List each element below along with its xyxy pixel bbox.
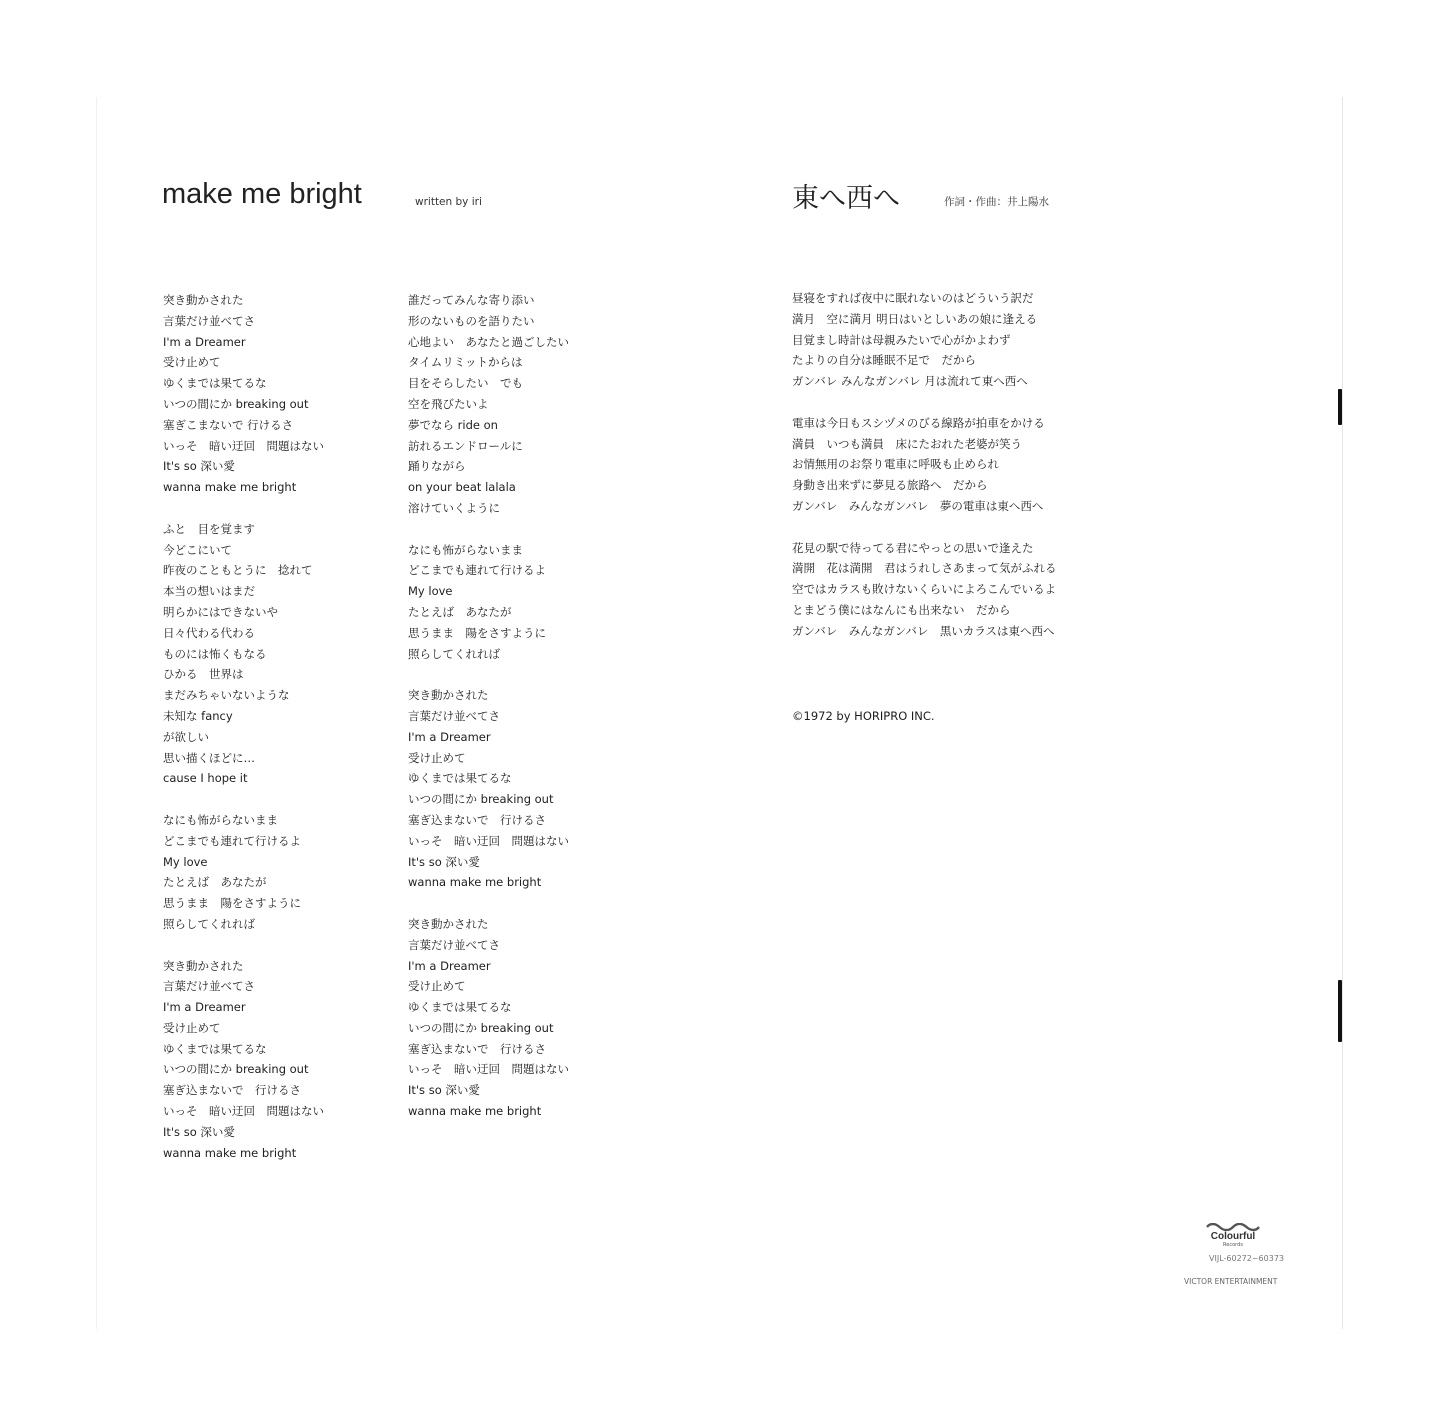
lyric-line: ゆくまでは果てるな [163, 376, 267, 391]
lyric-line: お情無用のお祭り電車に呼吸も止められ [792, 457, 999, 472]
lyric-line: 思い描くほどに… [163, 750, 255, 765]
lyric-line: 未知な fancy [163, 708, 233, 723]
lyric-line: たよりの自分は睡眠不足で だから [792, 353, 976, 368]
lyrics-column-2 [408, 290, 569, 1122]
binding-mark-bottom [1338, 980, 1342, 1042]
lyric-line: 塞ぎ込まないで 行けるさ [408, 1041, 546, 1056]
lyric-line: まだみちゃいないような [163, 688, 290, 703]
stanza-gap [163, 789, 324, 810]
lyric-line: いっそ 暗い迂回 問題はない [408, 1062, 569, 1077]
lyric-line: 誰だってみんな寄り添い [408, 293, 535, 307]
lyric-line: 満開 花は満開 君はうれしさあまって気がふれる [792, 561, 1057, 576]
lyric-line: It's so 深い愛 [163, 1124, 235, 1139]
lyric-line: It's so 深い愛 [408, 854, 480, 869]
stanza-gap [408, 893, 569, 914]
lyric-line: いつの間にか breaking out [163, 1062, 309, 1077]
copyright-notice: ©1972 by HORIPRO INC. [792, 709, 935, 723]
lyric-line: いつの間にか breaking out [408, 1020, 554, 1035]
lyric-line: 塞ぎ込まないで 行けるさ [163, 1083, 301, 1098]
song-title-make-me-bright: make me bright [162, 178, 362, 210]
lyric-line: 思うまま 陽をさすように [163, 896, 301, 911]
lyric-line: 目覚まし時計は母親みたいで心がかよわず [792, 332, 1011, 347]
song-credit-inoue-yosui: 作詞・作曲：井上陽水 [944, 196, 1049, 208]
lyric-line: 明らかにはできないや [163, 604, 278, 619]
lyric-line: 照らしてくれれば [163, 916, 255, 931]
lyric-line: 溶けていくように [408, 500, 500, 515]
song-credit-iri: written by iri [415, 196, 482, 208]
lyric-line: I'm a Dreamer [163, 334, 246, 349]
lyric-line: I'm a Dreamer [163, 1000, 246, 1015]
lyric-line: ガンバレ みんなガンバレ 夢の電車は東へ西へ [792, 498, 1044, 513]
lyric-line: wanna make me bright [408, 1104, 542, 1119]
lyric-line: いっそ 暗い迂回 問題はない [163, 1104, 324, 1119]
lyric-line: なにも怖がらないまま [163, 812, 278, 827]
lyric-line: 受け止めて [408, 979, 466, 994]
lyrics-column-3 [792, 288, 1057, 642]
lyric-line: 突き動かされた [163, 293, 244, 307]
lyric-line: ガンバレ みんなガンバレ 黒いカラスは東へ西へ [792, 623, 1055, 638]
lyric-line: It's so 深い愛 [163, 459, 235, 474]
lyric-line: たとえば あなたが [163, 875, 267, 890]
lyric-line: 言葉だけ並べてさ [163, 313, 255, 328]
lyric-line: 言葉だけ並べてさ [163, 979, 255, 994]
lyric-line: どこまでも連れて行けるよ [163, 833, 301, 848]
lyric-line: It's so 深い愛 [408, 1083, 480, 1098]
lyric-line: 身動き出来ずに夢見る旅路へ だから [792, 478, 988, 493]
lyric-line: 訪れるエンドロールに [408, 438, 523, 453]
lyric-line: どこまでも連れて行けるよ [408, 563, 546, 578]
lyric-line: wanna make me bright [163, 1145, 297, 1160]
colourful-records-logo [1206, 1223, 1260, 1248]
lyric-line: I'm a Dreamer [408, 729, 491, 744]
lyric-line: ゆくまでは果てるな [163, 1041, 267, 1056]
stanza-gap [408, 664, 569, 685]
stanza-gap [408, 519, 569, 540]
catalog-number: VIJL-60272~60373 [1209, 1254, 1284, 1263]
lyric-line: いっそ 暗い迂回 問題はない [163, 438, 324, 453]
stanza-gap [163, 498, 324, 519]
lyric-line: 塞ぎこまないで 行けるさ [163, 417, 294, 432]
lyric-line: 日々代わる代わる [163, 625, 255, 640]
lyric-line: 本当の想いはまだ [163, 584, 255, 599]
lyric-line: 言葉だけ並べてさ [408, 708, 500, 723]
lyric-line: 昨夜のこともとうに 捻れて [163, 563, 313, 578]
lyric-line: ゆくまでは果てるな [408, 1000, 512, 1015]
lyric-line: wanna make me bright [408, 875, 542, 890]
lyric-line: 今どこにいて [163, 542, 232, 557]
lyric-line: 心地よい あなたと過ごしたい [408, 334, 569, 349]
lyric-line: とまどう僕にはなんにも出来ない だから [792, 602, 1011, 617]
lyric-line: タイムリミットからは [408, 355, 523, 370]
stanza-gap [163, 935, 324, 956]
logo-wordmark: Colourful [1210, 1231, 1256, 1242]
wave-icon [1206, 1223, 1260, 1231]
lyric-line: 受け止めて [163, 1020, 221, 1035]
lyric-line: cause I hope it [163, 771, 248, 786]
lyric-line: 思うまま 陽をさすように [408, 625, 546, 640]
lyric-line: 昼寝をすれば夜中に眠れないのはどういう訳だ [792, 291, 1034, 305]
song-title-higashi-e-nishi-e: 東へ西へ [792, 183, 900, 214]
lyric-line: I'm a Dreamer [408, 958, 491, 973]
lyric-line: 夢でなら ride on [408, 417, 498, 432]
lyric-line: 突き動かされた [408, 916, 489, 931]
lyric-line: たとえば あなたが [408, 604, 512, 619]
lyric-line: on your beat lalala [408, 480, 516, 495]
lyric-line: ふと 目を覚ます [163, 521, 255, 536]
lyric-line: いっそ 暗い迂回 問題はない [408, 833, 569, 848]
lyric-line: 満員 いつも満員 床にたおれた老婆が笑う [792, 436, 1022, 451]
lyric-line: 突き動かされた [163, 958, 244, 973]
lyric-line: wanna make me bright [163, 480, 297, 495]
lyric-line: ひかる 世界は [163, 667, 244, 682]
lyric-line: 塞ぎ込まないで 行けるさ [408, 812, 546, 827]
lyric-line: ガンバレ みんなガンバレ 月は流れて東へ西へ [792, 374, 1028, 389]
logo-subtext: Records [1223, 1242, 1243, 1248]
lyric-line: 空ではカラスも敗けないくらいによろこんでいるよ [792, 582, 1057, 597]
stanza-gap [792, 392, 1057, 413]
lyric-line: が欲しい [163, 729, 209, 744]
lyric-line: 形のないものを語りたい [408, 313, 535, 328]
lyric-line: ゆくまでは果てるな [408, 771, 512, 786]
lyric-line: いつの間にか breaking out [163, 396, 309, 411]
lyric-line: 言葉だけ並べてさ [408, 937, 500, 952]
lyric-line: 受け止めて [163, 355, 221, 370]
lyrics-column-1 [163, 290, 324, 1163]
lyric-line: 突き動かされた [408, 688, 489, 703]
lyric-line: 照らしてくれれば [408, 646, 500, 661]
binding-mark-top [1338, 389, 1342, 425]
lyric-line: 受け止めて [408, 750, 466, 765]
lyric-line: My love [408, 584, 453, 599]
record-label-name: VICTOR ENTERTAINMENT [1184, 1277, 1278, 1286]
lyric-line: 電車は今日もスシヅメのびる線路が拍車をかける [792, 415, 1045, 430]
stanza-gap [792, 517, 1057, 538]
lyric-line: My love [163, 854, 208, 869]
lyric-line: 踊りながら [408, 459, 466, 474]
lyric-line: 目をそらしたい でも [408, 376, 523, 391]
lyric-line: 花見の駅で待ってる君にやっとの思いで逢えた [792, 540, 1034, 555]
lyric-line: ものには怖くもなる [163, 646, 267, 661]
lyric-line: 空を飛びたいよ [408, 396, 489, 411]
lyric-line: いつの間にか breaking out [408, 792, 554, 807]
lyric-line: 満月 空に満月 明日はいとしいあの娘に逢える [792, 311, 1038, 326]
lyric-line: なにも怖がらないまま [408, 542, 523, 557]
